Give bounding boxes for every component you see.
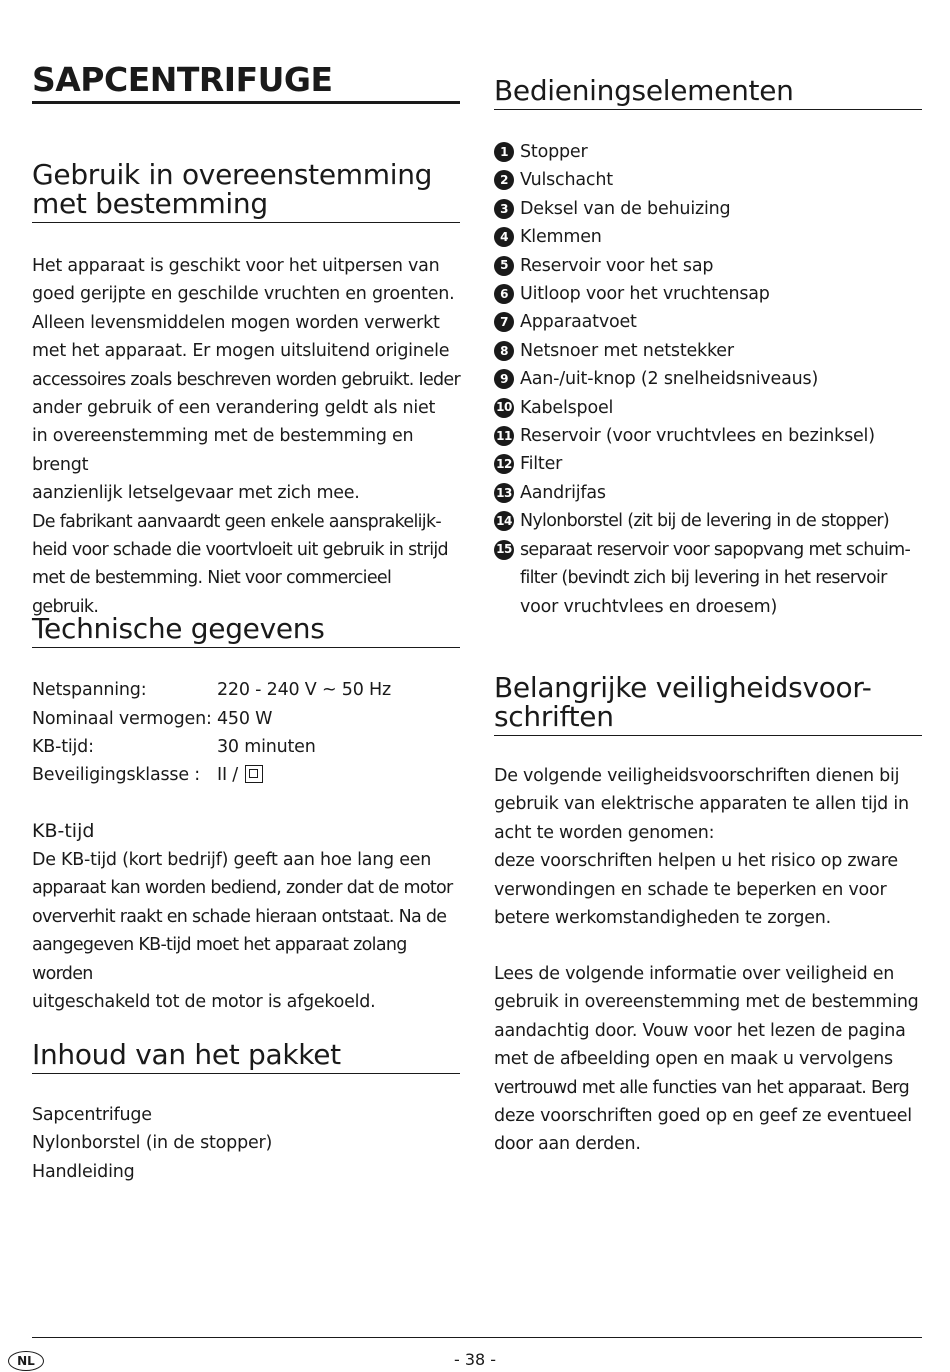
list-item [494,422,922,450]
footer-divider [32,1337,922,1338]
spec-value: 220 - 240 V ~ 50 Hz [217,680,391,701]
number-badge-icon: 7 [494,312,514,332]
list-item [494,450,922,478]
list-item [494,365,922,393]
safety-line: aandachtig door. Vouw voor het lezen de pagina [494,1020,906,1041]
number-badge-icon: 6 [494,284,514,304]
kb-paragraph [32,846,460,1016]
number-badge-icon: 14 [494,511,514,531]
spec-label: Nominaal vermogen: [32,708,212,729]
safety-line: deze voorschriften helpen u het risico op zware [494,851,898,872]
spec-row [32,704,460,732]
kb-line: apparaat kan worden bediend, zonder dat de motor [32,878,453,899]
use-line: in overeenstemming met de bestemming en brengt [32,426,414,475]
list-item: Nylonborstel (in de stopper) [32,1133,273,1154]
item-label: Uitloop voor het vruchtensap [520,284,770,305]
list-item [494,166,922,194]
use-line: Alleen levensmiddelen mogen worden verwerkt [32,312,440,333]
item-label: Vulschacht [520,170,613,191]
item-label: Reservoir (voor vruchtvlees en bezinksel) [520,426,875,447]
spec-row [32,676,460,704]
safety-line: deze voorschriften goed op en geef ze eventueel [494,1106,912,1127]
kb-line: De KB-tijd (kort bedrijf) geeft aan hoe lang een [32,850,432,870]
spec-value [217,765,263,785]
tech-heading: Technische gegevens [32,614,460,648]
number-badge-icon: 15 [494,540,514,560]
use-line: De fabrikant aanvaardt geen enkele aansprakelijk- [32,511,442,532]
use-line: accessoires zoals beschreven worden gebruikt. Ieder [32,369,460,390]
safety-line: gebruik in overeenstemming met de bestemming [494,992,919,1013]
number-badge-icon: 8 [494,341,514,361]
spec-label: KB-tijd: [32,736,94,757]
use-heading-line2: met bestemming [32,187,268,220]
item-label: Deksel van de behuizing [520,198,731,219]
use-line: met de bestemming. Niet voor commercieel gebruik. [32,568,392,617]
list-item [494,195,922,223]
number-badge-icon: 3 [494,199,514,219]
number-badge-icon: 1 [494,142,514,162]
item-label: Kabelspoel [520,397,614,418]
number-badge-icon: 12 [494,454,514,474]
number-badge-icon: 5 [494,256,514,276]
list-item [494,223,922,251]
safety-heading [494,673,922,736]
safety-heading-line1: Belangrijke veiligheidsvoor- [494,671,872,704]
use-line: heid voor schade die voortvloeit uit gebruik in strijd [32,540,448,561]
spec-row [32,761,460,789]
item-label: Filter [520,454,563,475]
package-heading: Inhoud van het pakket [32,1040,460,1074]
number-badge-icon: 13 [494,483,514,503]
number-badge-icon: 4 [494,227,514,247]
safety-line: De volgende veiligheidsvoorschriften dienen bij [494,766,900,786]
use-line: aanzienlijk letselgevaar met zich mee. [32,483,360,504]
item-label-line: separaat reservoir voor sapopvang met schuim- [520,539,911,560]
safety-paragraph-2 [494,960,922,1159]
item-label: Klemmen [520,227,602,248]
list-item [494,252,922,280]
safety-heading-line2: schriften [494,700,614,733]
list-item [494,479,922,507]
spec-label: Beveiligingsklasse : [32,765,200,786]
list-item [494,536,922,621]
controls-list [494,138,922,621]
kb-line: aangegeven KB-tijd moet het apparaat zolang worden [32,935,407,984]
list-item [494,337,922,365]
page-title: SAPCENTRIFUGE [32,60,460,104]
protection-class-ii-icon [245,765,263,783]
page-number: - 38 - [453,1350,497,1369]
item-label: Aandrijfas [520,482,606,503]
safety-line: Lees de volgende informatie over veiligheid en [494,964,895,984]
controls-heading: Bedieningselementen [494,76,922,110]
kb-line: oververhit raakt en schade hieraan ontstaat. Na de [32,906,447,927]
item-label: Nylonborstel (zit bij de levering in de stopper) [520,511,890,532]
item-label: Netsnoer met netstekker [520,340,734,361]
language-badge: NL [8,1351,44,1371]
use-line: met het apparaat. Er mogen uitsluitend originele [32,341,450,362]
list-item [494,138,922,166]
list-item [494,507,922,535]
spec-value: 450 W [217,708,273,729]
number-badge-icon: 9 [494,369,514,389]
safety-line: door aan derden. [494,1134,641,1155]
package-list [32,1101,272,1186]
number-badge-icon: 10 [494,398,514,418]
list-item: Sapcentrifuge [32,1105,152,1125]
list-item [494,280,922,308]
use-line: Het apparaat is geschikt voor het uitpersen van [32,256,440,276]
spec-label: Netspanning: [32,680,147,701]
spec-row [32,733,460,761]
item-label: Apparaatvoet [520,312,637,333]
use-line: goed gerijpte en geschilde vruchten en groenten. [32,284,455,305]
list-item [494,394,922,422]
use-heading [32,160,460,223]
item-label: Reservoir voor het sap [520,255,714,276]
protection-class-text: II / [217,765,238,786]
safety-line: met de afbeelding open en maak u vervolgens [494,1049,893,1070]
safety-line: verwondingen en schade te beperken en voor [494,879,887,900]
item-label: Stopper [520,142,588,162]
safety-paragraph-1 [494,762,922,932]
spec-value: 30 minuten [217,736,316,757]
list-item: Handleiding [32,1161,135,1182]
kb-heading: KB-tijd [32,820,95,842]
safety-line: acht te worden genomen: [494,822,715,843]
use-paragraph [32,252,460,621]
item-label-line: filter (bevindt zich bij levering in het reservoir [520,568,887,589]
number-badge-icon: 2 [494,170,514,190]
item-label-line: voor vruchtvlees en droesem) [520,596,778,617]
spec-table [32,676,460,790]
kb-line: uitgeschakeld tot de motor is afgekoeld. [32,992,376,1013]
safety-line: vertrouwd met alle functies van het apparaat. Berg [494,1077,910,1098]
item-label: Aan-/uit-knop (2 snelheidsniveaus) [520,369,819,390]
number-badge-icon: 11 [494,426,514,446]
use-heading-line1: Gebruik in overeenstemming [32,158,433,191]
safety-line: gebruik van elektrische apparaten te allen tijd in [494,794,909,815]
item-label [520,536,910,621]
safety-line: betere werkomstandigheden te zorgen. [494,908,831,929]
use-line: ander gebruik of een verandering geldt als niet [32,398,436,419]
list-item [494,308,922,336]
